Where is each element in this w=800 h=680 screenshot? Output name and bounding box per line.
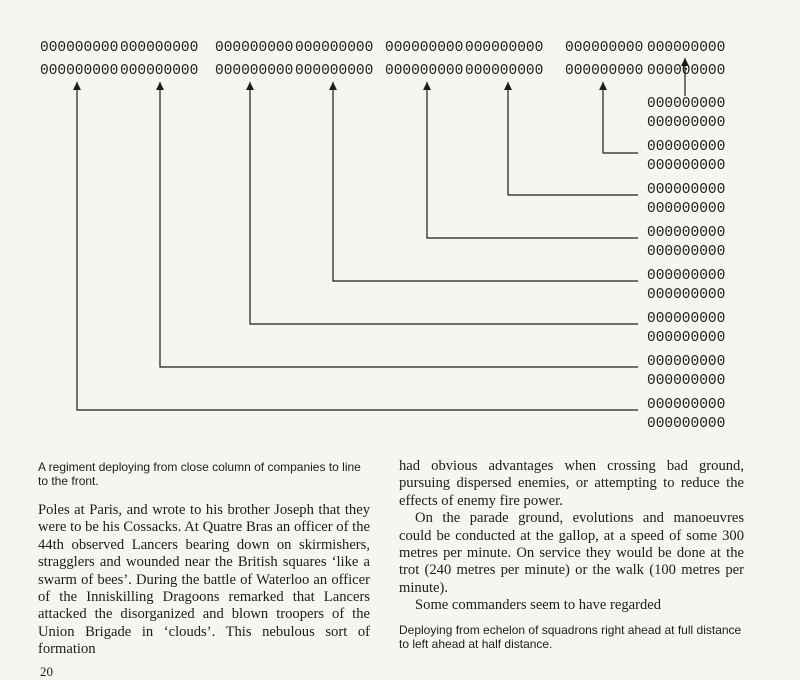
line-squadron-6 bbox=[465, 40, 543, 79]
line-company-rear: 000000000 bbox=[385, 63, 464, 79]
line-company-front: 000000000 bbox=[385, 40, 464, 56]
column-company-front: 000000000 bbox=[647, 397, 726, 413]
column-company-front: 000000000 bbox=[647, 182, 726, 198]
line-squadron-8 bbox=[647, 40, 725, 79]
line-company-front: 000000000 bbox=[120, 40, 199, 56]
column-squadron-8 bbox=[647, 397, 725, 432]
movement-arrow-4 bbox=[333, 82, 638, 281]
left-paragraph: Poles at Paris, and wrote to his brother Joseph that they were to be his Cossacks. At Quatre Bras an officer of the 44th observed Lancers bearing down on skirmishers, stragglers and wounded near the British squares ‘like a swarm of bees’. During the battle of Waterloo an officer of the Inniskilling Dragoons remarked that Lancers attacked the disorganized and blown troopers of the Union Brigade in ‘clouds’. This nebulous sort of formation bbox=[38, 502, 370, 658]
movement-arrow-3 bbox=[250, 82, 638, 324]
column-squadron-5 bbox=[647, 268, 725, 303]
column-squadron-2 bbox=[647, 139, 725, 174]
line-squadron-2 bbox=[120, 40, 198, 79]
column-company-rear: 000000000 bbox=[647, 416, 726, 432]
column-company-front: 000000000 bbox=[647, 225, 726, 241]
line-company-rear: 000000000 bbox=[120, 63, 199, 79]
line-company-front: 000000000 bbox=[40, 40, 119, 56]
column-company-rear: 000000000 bbox=[647, 373, 726, 389]
column-company-rear: 000000000 bbox=[647, 330, 726, 346]
column-squadron-1 bbox=[647, 96, 725, 131]
line-squadron-7 bbox=[565, 40, 643, 79]
column-company-front: 000000000 bbox=[647, 311, 726, 327]
line-squadron-5 bbox=[385, 40, 463, 79]
line-company-rear: 000000000 bbox=[295, 63, 374, 79]
column-company-front: 000000000 bbox=[647, 354, 726, 370]
right-text-column bbox=[399, 458, 744, 615]
movement-arrow-1 bbox=[77, 82, 638, 410]
column-squadron-4 bbox=[647, 225, 725, 260]
line-company-rear: 000000000 bbox=[215, 63, 294, 79]
right-paragraph-1: had obvious advantages when crossing bad ground, pursuing dispersed enemies, or attempting to reduce the effects of enemy fire power. bbox=[399, 458, 744, 509]
line-company-front: 000000000 bbox=[215, 40, 294, 56]
right-paragraph-2: On the parade ground, evolutions and manoeuvres could be conducted at the gallop, at a speed of some 300 metres per minute. On service they would be done at the trot (240 metres per minute) or the walk (100 metres per minute). bbox=[399, 510, 744, 596]
line-company-rear: 000000000 bbox=[647, 63, 726, 79]
movement-arrow-7 bbox=[603, 82, 638, 153]
column-squadron-7 bbox=[647, 354, 725, 389]
column-company-front: 000000000 bbox=[647, 139, 726, 155]
movement-arrow-6 bbox=[508, 82, 638, 195]
column-squadron-6 bbox=[647, 311, 725, 346]
line-company-rear: 000000000 bbox=[40, 63, 119, 79]
line-squadron-4 bbox=[295, 40, 373, 79]
line-company-front: 000000000 bbox=[647, 40, 726, 56]
line-squadron-3 bbox=[215, 40, 293, 79]
column-company-front: 000000000 bbox=[647, 268, 726, 284]
column-company-front: 000000000 bbox=[647, 96, 726, 112]
column-company-rear: 000000000 bbox=[647, 201, 726, 217]
column-company-rear: 000000000 bbox=[647, 115, 726, 131]
movement-arrow-5 bbox=[427, 82, 638, 238]
line-company-front: 000000000 bbox=[565, 40, 644, 56]
page-number: 20 bbox=[40, 664, 53, 679]
left-text-column bbox=[38, 502, 370, 659]
column-company-rear: 000000000 bbox=[647, 287, 726, 303]
column-company-rear: 000000000 bbox=[647, 244, 726, 260]
left-figure-caption: A regiment deploying from close column of companies to line to the front. bbox=[38, 460, 361, 488]
right-figure-caption: Deploying from echelon of squadrons right ahead at full distance to left ahead at half distance. bbox=[399, 623, 742, 651]
right-paragraph-3: Some commanders seem to have regarded bbox=[415, 597, 662, 614]
line-company-front: 000000000 bbox=[295, 40, 374, 56]
column-squadron-3 bbox=[647, 182, 725, 217]
line-squadron-1 bbox=[40, 40, 118, 79]
line-company-rear: 000000000 bbox=[465, 63, 544, 79]
column-company-rear: 000000000 bbox=[647, 158, 726, 174]
line-company-rear: 000000000 bbox=[565, 63, 644, 79]
line-company-front: 000000000 bbox=[465, 40, 544, 56]
